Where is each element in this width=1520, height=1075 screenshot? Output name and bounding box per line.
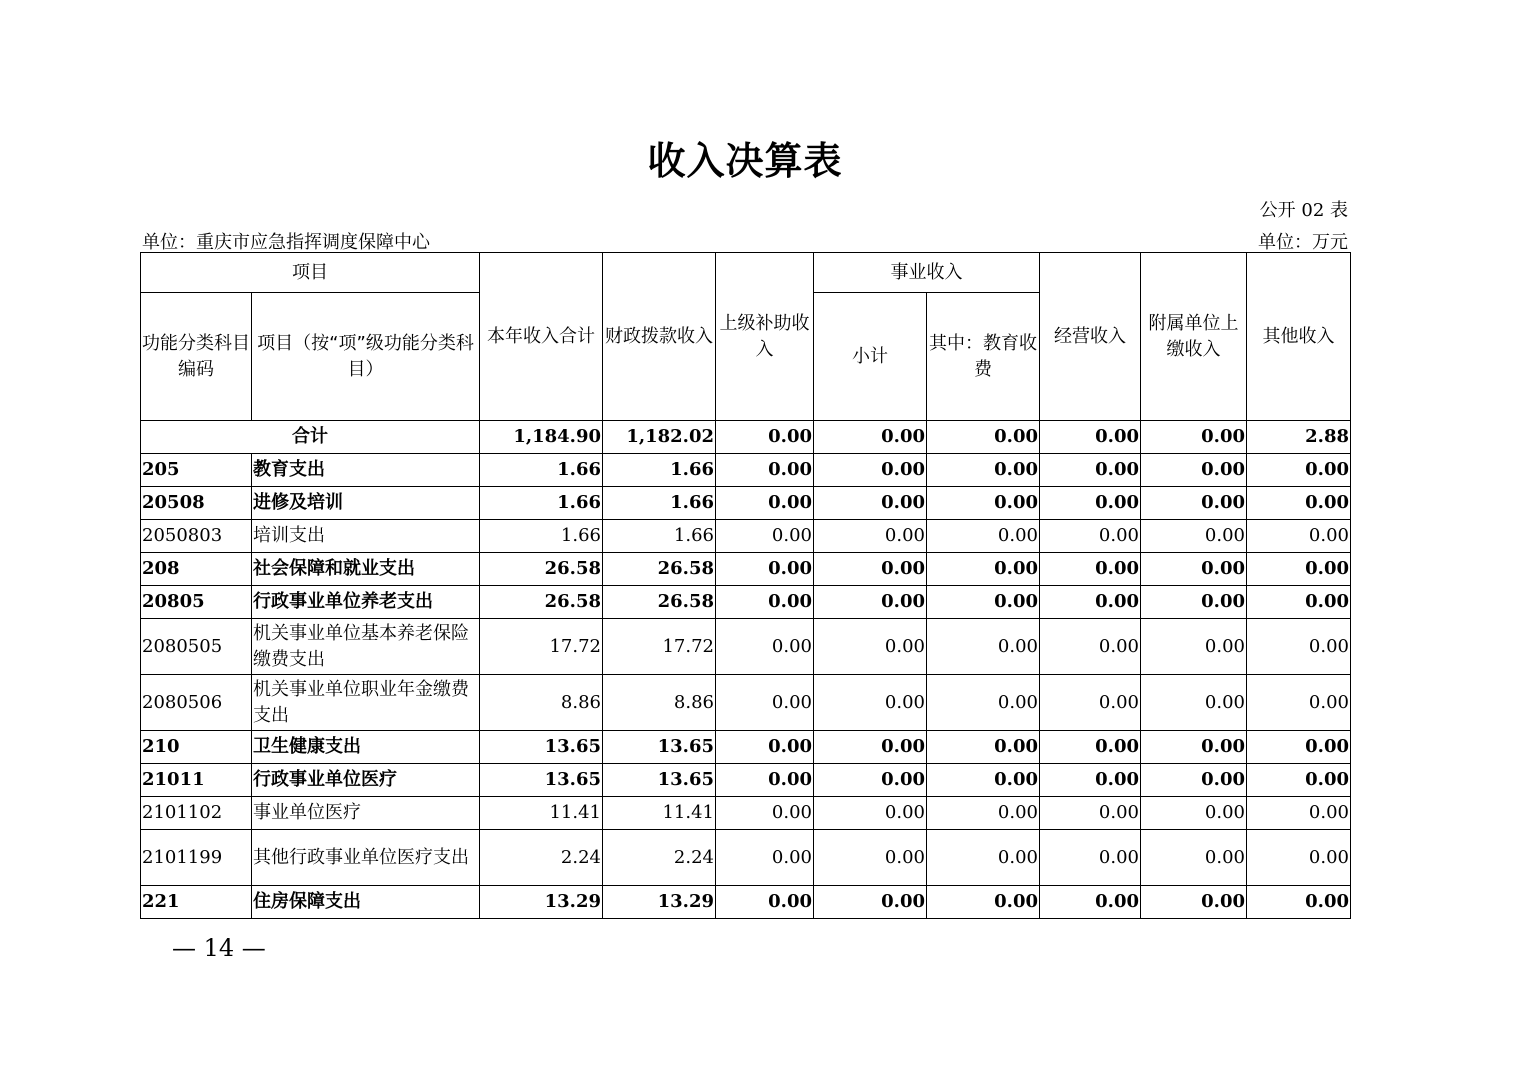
row-value: 0.00 bbox=[927, 487, 1040, 520]
row-name: 进修及培训 bbox=[252, 487, 480, 520]
header-education: 其中：教育收费 bbox=[927, 293, 1040, 421]
row-value: 0.00 bbox=[1141, 586, 1247, 619]
header-operating: 经营收入 bbox=[1040, 253, 1141, 421]
table-row bbox=[141, 797, 1351, 830]
row-value: 0.00 bbox=[1040, 520, 1141, 553]
row-value: 0.00 bbox=[814, 520, 927, 553]
row-value: 0.00 bbox=[1247, 487, 1351, 520]
table-row bbox=[141, 886, 1351, 919]
row-value: 11.41 bbox=[603, 797, 716, 830]
row-value: 0.00 bbox=[927, 454, 1040, 487]
row-value: 0.00 bbox=[1040, 454, 1141, 487]
table-row bbox=[141, 731, 1351, 764]
row-value: 0.00 bbox=[927, 553, 1040, 586]
row-code: 2101102 bbox=[141, 797, 252, 830]
row-value: 0.00 bbox=[1247, 619, 1351, 675]
header-total: 本年收入合计 bbox=[480, 253, 603, 421]
page-title: 收入决算表 bbox=[647, 138, 843, 183]
table-row bbox=[141, 553, 1351, 586]
row-value: 0.00 bbox=[1040, 487, 1141, 520]
table-body bbox=[141, 421, 1351, 919]
row-value: 0.00 bbox=[1040, 586, 1141, 619]
row-value: 0.00 bbox=[927, 520, 1040, 553]
row-name: 行政事业单位养老支出 bbox=[252, 586, 480, 619]
table-row bbox=[141, 764, 1351, 797]
table-row bbox=[141, 586, 1351, 619]
row-value: 0.00 bbox=[1040, 731, 1141, 764]
row-value: 1.66 bbox=[480, 487, 603, 520]
row-value: 1.66 bbox=[603, 487, 716, 520]
row-value: 0.00 bbox=[927, 731, 1040, 764]
row-code: 208 bbox=[141, 553, 252, 586]
row-value: 0.00 bbox=[927, 586, 1040, 619]
row-code: 2080505 bbox=[141, 619, 252, 675]
row-value: 0.00 bbox=[1040, 553, 1141, 586]
row-value: 0.00 bbox=[814, 487, 927, 520]
row-value: 0.00 bbox=[716, 830, 814, 886]
header-subsidy: 上级补助收入 bbox=[716, 253, 814, 421]
row-code: 20805 bbox=[141, 586, 252, 619]
row-code: 2050803 bbox=[141, 520, 252, 553]
row-value: 0.00 bbox=[927, 886, 1040, 919]
table-row bbox=[141, 454, 1351, 487]
table-row bbox=[141, 487, 1351, 520]
row-value: 0.00 bbox=[716, 487, 814, 520]
row-value: 2.24 bbox=[480, 830, 603, 886]
total-value: 0.00 bbox=[814, 421, 927, 454]
header-other: 其他收入 bbox=[1247, 253, 1351, 421]
row-value: 0.00 bbox=[814, 619, 927, 675]
header-item: 项目 bbox=[141, 253, 480, 293]
row-value: 0.00 bbox=[1141, 797, 1247, 830]
row-value: 0.00 bbox=[927, 830, 1040, 886]
row-value: 0.00 bbox=[814, 830, 927, 886]
row-value: 0.00 bbox=[1141, 731, 1247, 764]
row-value: 0.00 bbox=[1247, 731, 1351, 764]
row-value: 0.00 bbox=[1247, 675, 1351, 731]
page-number: — 14 — bbox=[172, 934, 266, 962]
row-value: 0.00 bbox=[1247, 886, 1351, 919]
row-value: 13.65 bbox=[603, 764, 716, 797]
row-value: 1.66 bbox=[603, 520, 716, 553]
row-value: 0.00 bbox=[716, 797, 814, 830]
row-value: 0.00 bbox=[814, 797, 927, 830]
row-value: 11.41 bbox=[480, 797, 603, 830]
row-value: 0.00 bbox=[1040, 797, 1141, 830]
row-value: 0.00 bbox=[716, 886, 814, 919]
row-value: 13.65 bbox=[480, 764, 603, 797]
total-value: 0.00 bbox=[716, 421, 814, 454]
row-value: 0.00 bbox=[1247, 586, 1351, 619]
row-value: 1.66 bbox=[480, 454, 603, 487]
row-code: 20508 bbox=[141, 487, 252, 520]
row-name: 卫生健康支出 bbox=[252, 731, 480, 764]
row-value: 0.00 bbox=[1141, 675, 1247, 731]
row-value: 0.00 bbox=[1141, 520, 1247, 553]
row-name: 行政事业单位医疗 bbox=[252, 764, 480, 797]
row-value: 0.00 bbox=[1141, 487, 1247, 520]
row-value: 2.24 bbox=[603, 830, 716, 886]
row-value: 0.00 bbox=[1247, 520, 1351, 553]
total-row bbox=[141, 421, 1351, 454]
row-value: 0.00 bbox=[1247, 454, 1351, 487]
total-value: 0.00 bbox=[1040, 421, 1141, 454]
row-value: 0.00 bbox=[1141, 830, 1247, 886]
row-value: 0.00 bbox=[1247, 830, 1351, 886]
total-value: 2.88 bbox=[1247, 421, 1351, 454]
header-name: 项目（按“项”级功能分类科目） bbox=[252, 293, 480, 421]
row-name: 培训支出 bbox=[252, 520, 480, 553]
total-label: 合计 bbox=[141, 421, 480, 454]
row-value: 0.00 bbox=[1141, 886, 1247, 919]
row-code: 205 bbox=[141, 454, 252, 487]
row-value: 0.00 bbox=[1040, 830, 1141, 886]
total-value: 1,184.90 bbox=[480, 421, 603, 454]
row-value: 0.00 bbox=[1040, 619, 1141, 675]
row-value: 0.00 bbox=[716, 619, 814, 675]
total-value: 1,182.02 bbox=[603, 421, 716, 454]
row-value: 0.00 bbox=[814, 553, 927, 586]
row-value: 26.58 bbox=[603, 586, 716, 619]
row-value: 0.00 bbox=[814, 764, 927, 797]
row-value: 0.00 bbox=[1247, 764, 1351, 797]
row-value: 0.00 bbox=[716, 454, 814, 487]
row-name: 机关事业单位基本养老保险缴费支出 bbox=[252, 619, 480, 675]
row-value: 0.00 bbox=[814, 731, 927, 764]
row-value: 17.72 bbox=[480, 619, 603, 675]
row-value: 0.00 bbox=[716, 520, 814, 553]
header-business: 事业收入 bbox=[814, 253, 1040, 293]
row-value: 0.00 bbox=[716, 731, 814, 764]
row-code: 2101199 bbox=[141, 830, 252, 886]
row-name: 住房保障支出 bbox=[252, 886, 480, 919]
form-number: 公开 02 表 bbox=[1259, 200, 1348, 221]
row-name: 机关事业单位职业年金缴费支出 bbox=[252, 675, 480, 731]
table-row bbox=[141, 520, 1351, 553]
row-value: 0.00 bbox=[814, 886, 927, 919]
row-value: 0.00 bbox=[716, 553, 814, 586]
row-value: 0.00 bbox=[1141, 454, 1247, 487]
header-code: 功能分类科目编码 bbox=[141, 293, 252, 421]
row-value: 26.58 bbox=[603, 553, 716, 586]
row-value: 1.66 bbox=[480, 520, 603, 553]
row-value: 0.00 bbox=[814, 454, 927, 487]
table-row bbox=[141, 619, 1351, 675]
row-value: 0.00 bbox=[1040, 764, 1141, 797]
row-value: 0.00 bbox=[716, 586, 814, 619]
row-value: 0.00 bbox=[927, 619, 1040, 675]
row-name: 教育支出 bbox=[252, 454, 480, 487]
row-value: 0.00 bbox=[927, 675, 1040, 731]
table-row bbox=[141, 675, 1351, 731]
row-name: 事业单位医疗 bbox=[252, 797, 480, 830]
row-value: 0.00 bbox=[814, 586, 927, 619]
row-value: 13.65 bbox=[480, 731, 603, 764]
row-value: 26.58 bbox=[480, 553, 603, 586]
row-value: 0.00 bbox=[1141, 619, 1247, 675]
row-code: 2080506 bbox=[141, 675, 252, 731]
row-value: 0.00 bbox=[1141, 553, 1247, 586]
row-value: 13.29 bbox=[603, 886, 716, 919]
row-value: 0.00 bbox=[814, 675, 927, 731]
header-fiscal: 财政拨款收入 bbox=[603, 253, 716, 421]
row-name: 社会保障和就业支出 bbox=[252, 553, 480, 586]
row-code: 210 bbox=[141, 731, 252, 764]
header-subtotal: 小计 bbox=[814, 293, 927, 421]
unit-currency: 单位：万元 bbox=[1258, 232, 1348, 253]
row-value: 0.00 bbox=[1247, 553, 1351, 586]
row-code: 221 bbox=[141, 886, 252, 919]
row-name: 其他行政事业单位医疗支出 bbox=[252, 830, 480, 886]
row-value: 13.29 bbox=[480, 886, 603, 919]
table-row bbox=[141, 830, 1351, 886]
row-value: 0.00 bbox=[716, 675, 814, 731]
total-value: 0.00 bbox=[927, 421, 1040, 454]
row-value: 0.00 bbox=[927, 764, 1040, 797]
header-affiliated: 附属单位上缴收入 bbox=[1141, 253, 1247, 421]
row-value: 0.00 bbox=[1141, 764, 1247, 797]
row-value: 8.86 bbox=[603, 675, 716, 731]
unit-organization: 单位：重庆市应急指挥调度保障中心 bbox=[142, 232, 430, 253]
row-value: 0.00 bbox=[1040, 675, 1141, 731]
income-table bbox=[140, 252, 1351, 919]
row-value: 26.58 bbox=[480, 586, 603, 619]
row-value: 0.00 bbox=[1247, 797, 1351, 830]
row-value: 1.66 bbox=[603, 454, 716, 487]
row-value: 0.00 bbox=[716, 764, 814, 797]
total-value: 0.00 bbox=[1141, 421, 1247, 454]
row-value: 0.00 bbox=[1040, 886, 1141, 919]
row-value: 17.72 bbox=[603, 619, 716, 675]
row-code: 21011 bbox=[141, 764, 252, 797]
row-value: 0.00 bbox=[927, 797, 1040, 830]
row-value: 8.86 bbox=[480, 675, 603, 731]
row-value: 13.65 bbox=[603, 731, 716, 764]
